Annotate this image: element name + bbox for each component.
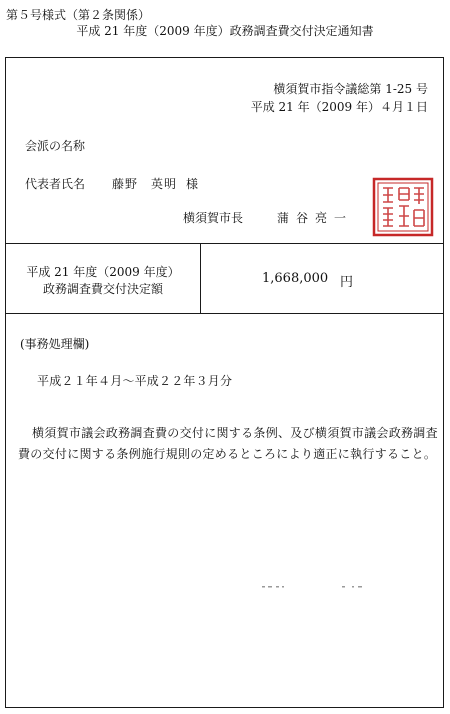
amount-label-fiscal-year: 平成 21 年度（2009 年度） <box>26 265 180 279</box>
amount-unit: 円 <box>340 275 354 290</box>
amount-label-description: 政務調査費交付決定額 <box>42 282 163 296</box>
representative-name: 藤野 英明 <box>112 177 178 191</box>
official-seal-stamp <box>371 176 435 238</box>
scan-artifact-marks <box>262 584 372 590</box>
document-number: 横須賀市指令議総第 1-25 号 <box>273 82 428 96</box>
section-divider-bottom <box>5 313 444 314</box>
issuer-title: 横須賀市長 <box>183 211 244 225</box>
honorific: 様 <box>186 177 199 191</box>
section-divider-top <box>5 243 444 244</box>
document-date: 平成 21 年（2009 年）４月１日 <box>250 100 428 114</box>
representative-label: 代表者氏名 <box>25 177 86 191</box>
document-title: 平成 21 年度（2009 年度）政務調査費交付決定通知書 <box>76 24 374 38</box>
grant-period: 平成２１年４月～平成２２年３月分 <box>37 374 233 388</box>
form-number: 第５号様式（第２条関係） <box>6 8 151 22</box>
amount-value: 1,668,000 <box>262 271 329 286</box>
group-name-label: 会派の名称 <box>25 139 86 153</box>
instruction-text: 横須賀市議会政務調査費の交付に関する条例、及び横須賀市議会政務調査費の交付に関する条例施行規則の定めるところにより適正に執行すること。 <box>18 426 438 461</box>
memo-label: (事務処理欄) <box>20 337 90 351</box>
issuer-name: 蒲谷亮一 <box>277 211 354 225</box>
